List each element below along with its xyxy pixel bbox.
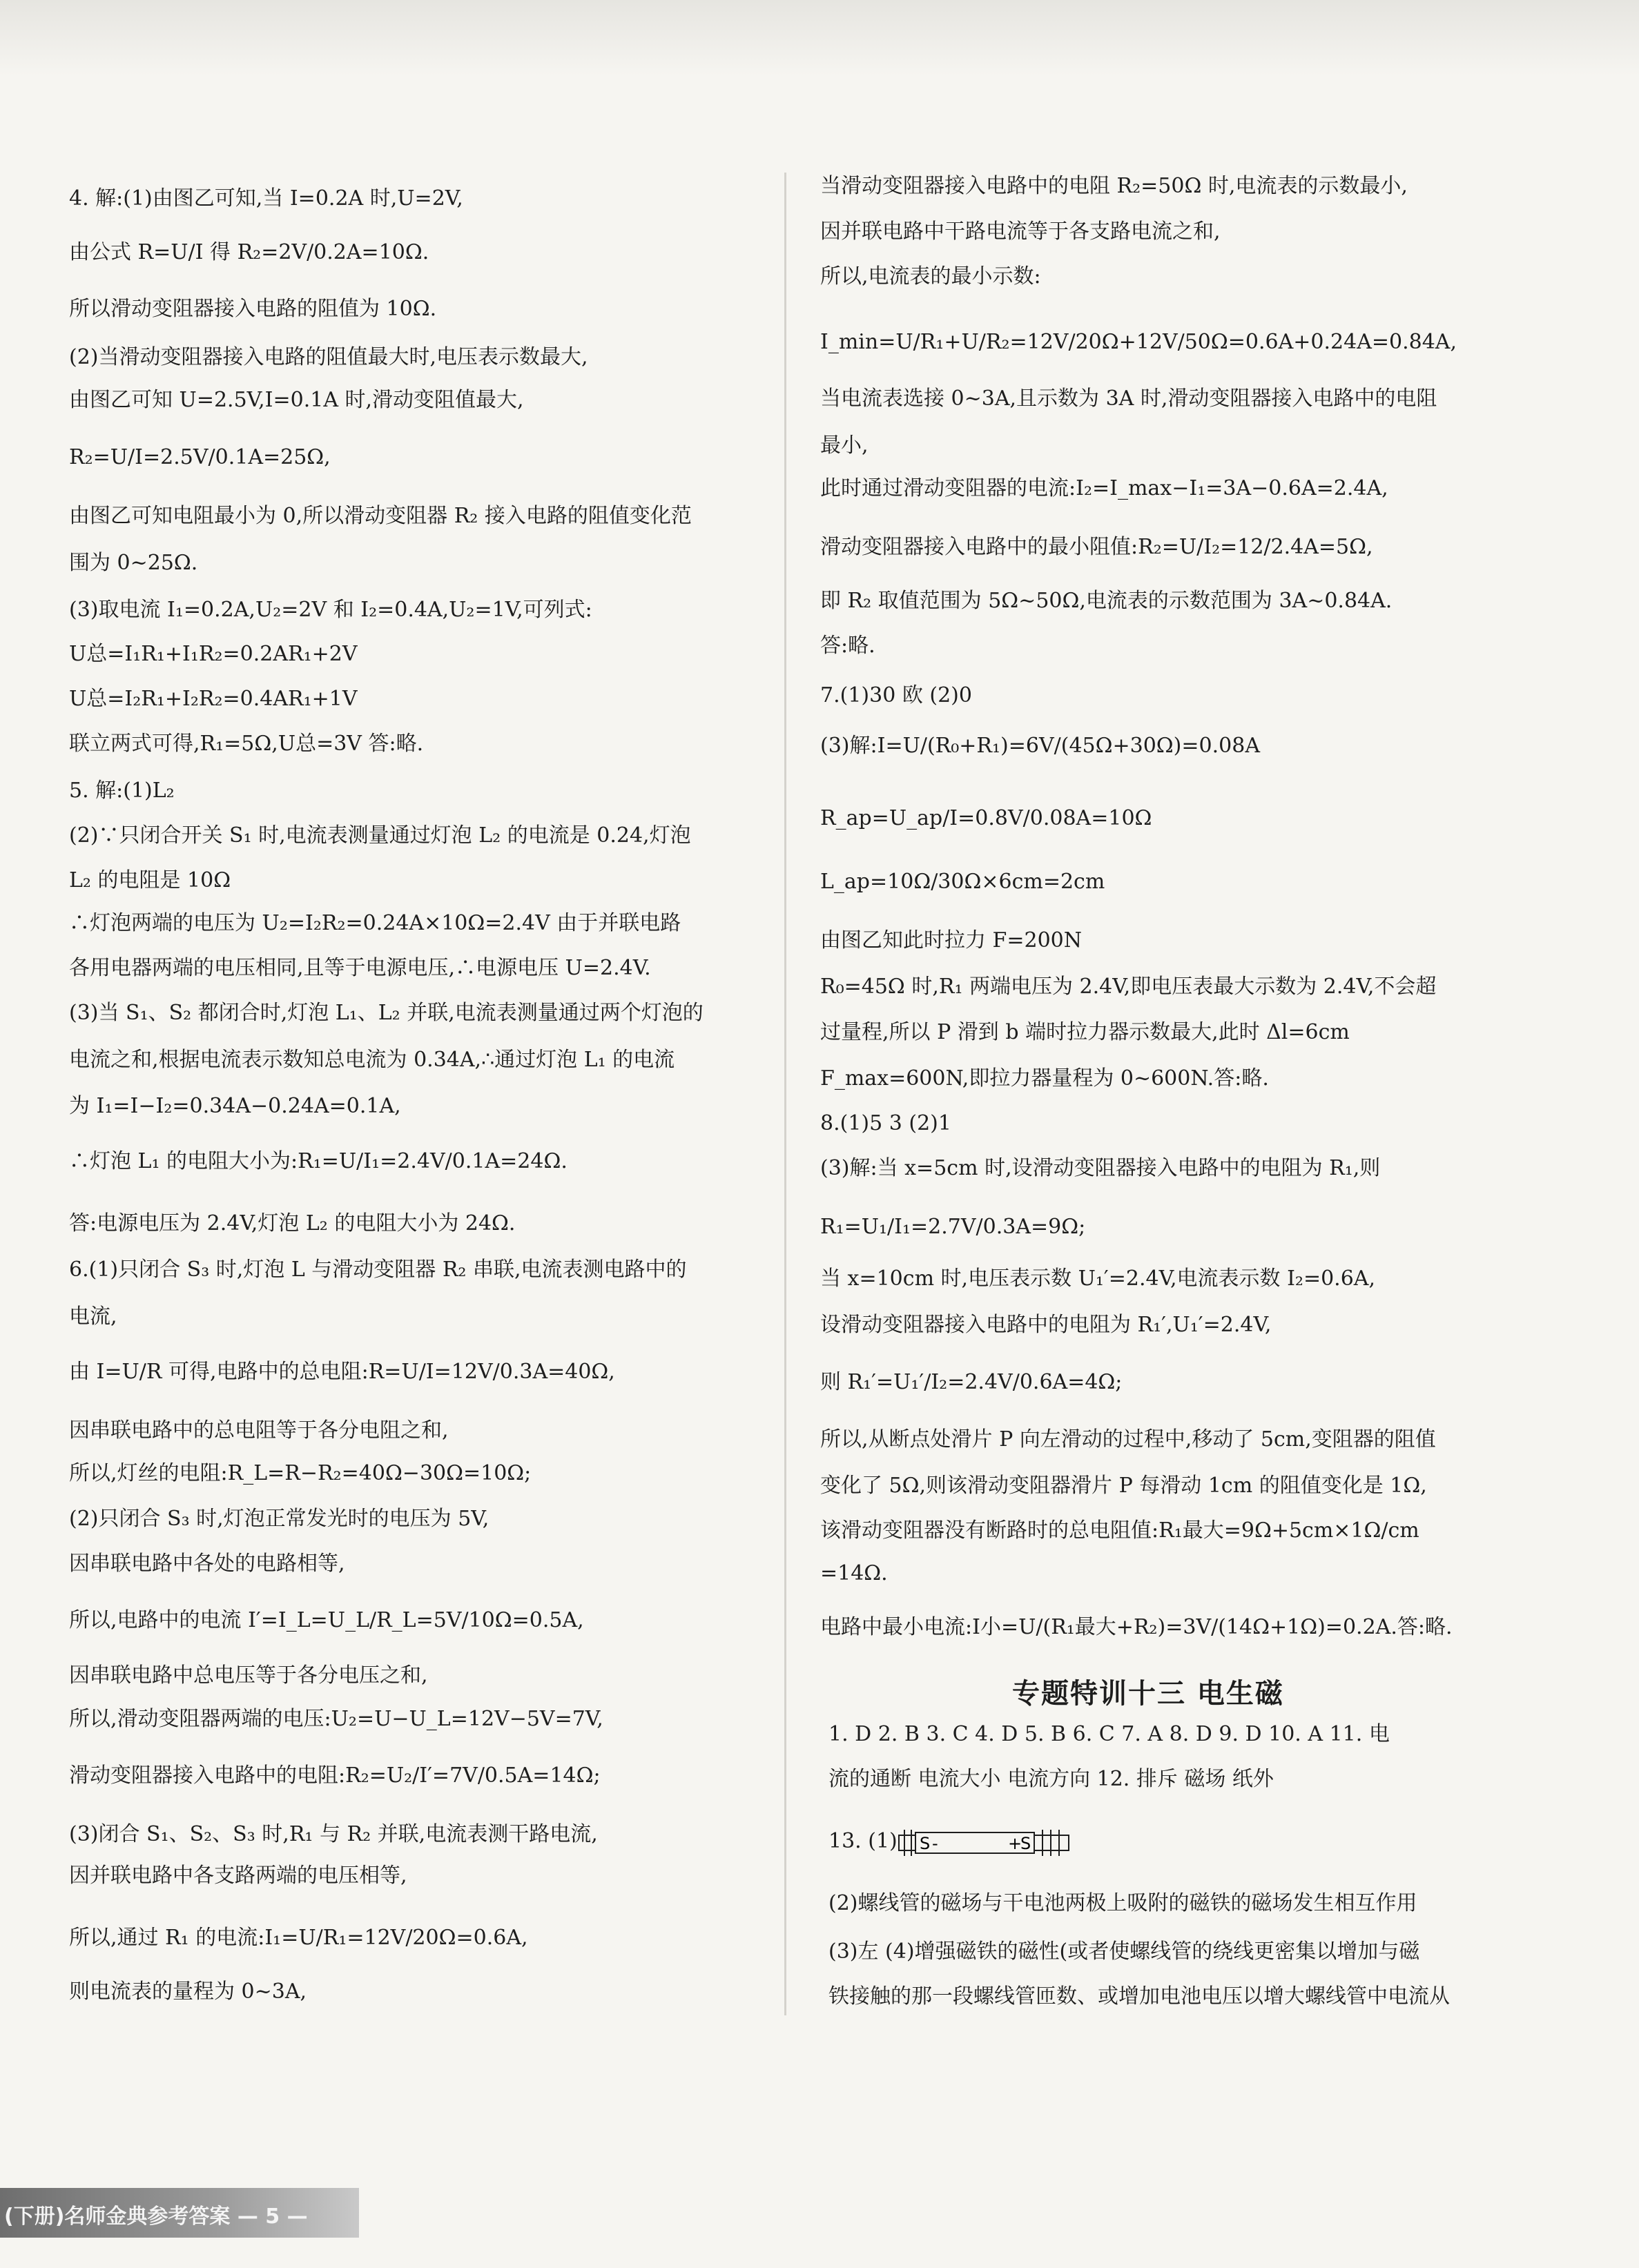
right-column-line: I_min=U/R₁+U/R₂=12V/20Ω+12V/50Ω=0.6A+0.24A=0.84A, bbox=[820, 330, 1457, 354]
left-column-line: (3)闭合 S₁、S₂、S₃ 时,R₁ 与 R₂ 并联,电流表测干路电流, bbox=[69, 1822, 598, 1846]
left-column-line: (2)当滑动变阻器接入电路的阻值最大时,电压表示数最大, bbox=[69, 345, 588, 369]
left-column-line: 为 I₁=I−I₂=0.34A−0.24A=0.1A, bbox=[69, 1094, 401, 1118]
solenoid-label-right: S bbox=[1020, 1834, 1031, 1853]
left-column-line: U总=I₂R₁+I₂R₂=0.4AR₁+1V bbox=[69, 687, 358, 711]
left-column-line: (2)只闭合 S₃ 时,灯泡正常发光时的电压为 5V, bbox=[69, 1507, 489, 1531]
left-column-line: ∴灯泡 L₁ 的电阻大小为:R₁=U/I₁=2.4V/0.1A=24Ω. bbox=[69, 1149, 568, 1173]
right-column-line: 则 R₁′=U₁′/I₂=2.4V/0.6A=4Ω; bbox=[820, 1370, 1123, 1394]
answers-after_title-line: (3)左 (4)增强磁铁的磁性(或者使螺线管的绕线更密集以增加与磁 bbox=[828, 1939, 1420, 1964]
column-divider bbox=[784, 173, 786, 2015]
left-column-line: 各用电器两端的电压相同,且等于电源电压,∴电源电压 U=2.4V. bbox=[69, 956, 651, 980]
right-column-line: 电路中最小电流:I小=U/(R₁最大+R₂)=3V/(14Ω+1Ω)=0.2A.答:略. bbox=[820, 1615, 1453, 1639]
right-column-line: 滑动变阻器接入电路中的最小阻值:R₂=U/I₂=12/2.4A=5Ω, bbox=[820, 535, 1373, 559]
left-column-line: U总=I₁R₁+I₁R₂=0.2AR₁+2V bbox=[69, 642, 358, 666]
right-column-line: 因并联电路中干路电流等于各支路电流之和, bbox=[820, 219, 1221, 244]
left-column-line: 5. 解:(1)L₂ bbox=[69, 779, 175, 803]
right-column-line: (3)解:当 x=5cm 时,设滑动变阻器接入电路中的电阻为 R₁,则 bbox=[820, 1156, 1381, 1180]
right-column-line: R₀=45Ω 时,R₁ 两端电压为 2.4V,即电压表最大示数为 2.4V,不会超 bbox=[820, 975, 1437, 999]
right-column-line: 此时通过滑动变阻器的电流:I₂=I_max−I₁=3A−0.6A=2.4A, bbox=[820, 476, 1388, 500]
left-column-line: 所以,通过 R₁ 的电流:I₁=U/R₁=12V/20Ω=0.6A, bbox=[69, 1926, 528, 1950]
left-column-line: 由图乙可知 U=2.5V,I=0.1A 时,滑动变阻值最大, bbox=[69, 388, 524, 412]
right-column-line: 当 x=10cm 时,电压表示数 U₁′=2.4V,电流表示数 I₂=0.6A, bbox=[820, 1267, 1376, 1291]
right-column-line: (3)解:I=U/(R₀+R₁)=6V/(45Ω+30Ω)=0.08A bbox=[820, 734, 1260, 758]
right-column-line: 由图乙知此时拉力 F=200N bbox=[820, 928, 1082, 952]
left-column-line: 由图乙可知电阻最小为 0,所以滑动变阻器 R₂ 接入电路的阻值变化范 bbox=[69, 504, 692, 528]
left-column-line: (2)∵只闭合开关 S₁ 时,电流表测量通过灯泡 L₂ 的电流是 0.24,灯泡 bbox=[69, 823, 691, 848]
right-column-line: 所以,电流表的最小示数: bbox=[820, 264, 1041, 289]
left-column-line: 因串联电路中各处的电路相等, bbox=[69, 1552, 345, 1576]
left-column-line: 所以,滑动变阻器两端的电压:U₂=U−U_L=12V−5V=7V, bbox=[69, 1707, 603, 1731]
left-column-line: 电流, bbox=[69, 1304, 117, 1329]
solenoid-label-minus: - bbox=[932, 1834, 938, 1853]
right-column-line: 当电流表选接 0~3A,且示数为 3A 时,滑动变阻器接入电路中的电阻 bbox=[820, 387, 1437, 411]
left-column-line: 因并联电路中各支路两端的电压相等, bbox=[69, 1864, 407, 1888]
left-column-line: 由 I=U/R 可得,电路中的总电阻:R=U/I=12V/0.3A=40Ω, bbox=[69, 1360, 615, 1384]
left-column-line: L₂ 的电阻是 10Ω bbox=[69, 868, 231, 892]
right-column-line: 7.(1)30 欧 (2)0 bbox=[820, 683, 972, 707]
right-column-line: =14Ω. bbox=[820, 1561, 888, 1585]
right-column-line: 设滑动变阻器接入电路中的电阻为 R₁′,U₁′=2.4V, bbox=[820, 1313, 1272, 1337]
answers-after_title-line: 流的通断 电流大小 电流方向 12. 排斥 磁场 纸外 bbox=[828, 1767, 1274, 1791]
left-column-line: 所以,灯丝的电阻:R_L=R−R₂=40Ω−30Ω=10Ω; bbox=[69, 1461, 532, 1485]
solenoid-label-plus: + bbox=[1008, 1834, 1022, 1853]
answers-after_title-line: (2)螺线管的磁场与干电池两极上吸附的磁铁的磁场发生相互作用 bbox=[828, 1891, 1417, 1915]
left-column-line: 联立两式可得,R₁=5Ω,U总=3V 答:略. bbox=[69, 732, 424, 756]
right-column-line: 即 R₂ 取值范围为 5Ω~50Ω,电流表的示数范围为 3A~0.84A. bbox=[820, 589, 1393, 613]
left-column-line: 所以滑动变阻器接入电路的阻值为 10Ω. bbox=[69, 297, 437, 321]
answers-after_title-line: 1. D 2. B 3. C 4. D 5. B 6. C 7. A 8. D 9. D 10. A 11. 电 bbox=[828, 1722, 1390, 1746]
right-column-line: 过量程,所以 P 滑到 b 端时拉力器示数最大,此时 Δl=6cm bbox=[820, 1020, 1350, 1044]
left-column-line: 围为 0~25Ω. bbox=[69, 551, 198, 575]
right-column-line: R₁=U₁/I₁=2.7V/0.3A=9Ω; bbox=[820, 1215, 1086, 1239]
section-title: 专题特训十三 电生磁 bbox=[1012, 1678, 1284, 1710]
right-column-line: L_ap=10Ω/30Ω×6cm=2cm bbox=[820, 870, 1105, 894]
left-column-line: 滑动变阻器接入电路中的电阻:R₂=U₂/I′=7V/0.5A=14Ω; bbox=[69, 1763, 601, 1788]
solenoid-diagram bbox=[898, 1826, 1070, 1859]
right-column-line: 变化了 5Ω,则该滑动变阻器滑片 P 每滑动 1cm 的阻值变化是 1Ω, bbox=[820, 1474, 1427, 1498]
right-column-line: 最小, bbox=[820, 433, 869, 458]
answers-after_title-line: 13. (1) bbox=[828, 1829, 898, 1853]
left-column-line: 因串联电路中总电压等于各分电压之和, bbox=[69, 1663, 428, 1688]
left-column-line: 由公式 R=U/I 得 R₂=2V/0.2A=10Ω. bbox=[69, 240, 429, 264]
left-column-line: (3)取电流 I₁=0.2A,U₂=2V 和 I₂=0.4A,U₂=1V,可列式: bbox=[69, 598, 592, 622]
left-column-line: 4. 解:(1)由图乙可知,当 I=0.2A 时,U=2V, bbox=[69, 186, 463, 211]
left-column-line: 因串联电路中的总电阻等于各分电阻之和, bbox=[69, 1418, 449, 1443]
solenoid-label-left: S bbox=[920, 1834, 931, 1853]
right-column-line: 8.(1)5 3 (2)1 bbox=[820, 1111, 951, 1135]
left-column-line: 答:电源电压为 2.4V,灯泡 L₂ 的电阻大小为 24Ω. bbox=[69, 1211, 516, 1235]
right-column-line: R_ap=U_ap/I=0.8V/0.08A=10Ω bbox=[820, 806, 1152, 830]
left-column-line: ∴灯泡两端的电压为 U₂=I₂R₂=0.24A×10Ω=2.4V 由于并联电路 bbox=[69, 911, 681, 935]
left-column-line: 则电流表的量程为 0~3A, bbox=[69, 1979, 307, 2004]
footer-text: (下册)名师金典参考答案 — 5 — bbox=[4, 2205, 308, 2229]
left-column-line: 6.(1)只闭合 S₃ 时,灯泡 L 与滑动变阻器 R₂ 串联,电流表测电路中的 bbox=[69, 1258, 687, 1282]
left-column-line: (3)当 S₁、S₂ 都闭合时,灯泡 L₁、L₂ 并联,电流表测量通过两个灯泡的 bbox=[69, 1001, 704, 1025]
left-column-line: 电流之和,根据电流表示数知总电流为 0.34A,∴通过灯泡 L₁ 的电流 bbox=[69, 1048, 675, 1072]
right-column-line: 所以,从断点处滑片 P 向左滑动的过程中,移动了 5cm,变阻器的阻值 bbox=[820, 1427, 1436, 1451]
left-column-line: 所以,电路中的电流 I′=I_L=U_L/R_L=5V/10Ω=0.5A, bbox=[69, 1608, 584, 1632]
right-column-line: 当滑动变阻器接入电路中的电阻 R₂=50Ω 时,电流表的示数最小, bbox=[820, 174, 1408, 198]
right-column-line: 答:略. bbox=[820, 634, 875, 658]
right-column-line: F_max=600N,即拉力器量程为 0~600N.答:略. bbox=[820, 1066, 1269, 1091]
left-column-line: R₂=U/I=2.5V/0.1A=25Ω, bbox=[69, 445, 331, 469]
page-top-shadow bbox=[0, 0, 1639, 76]
right-column-line: 该滑动变阻器没有断路时的总电阻值:R₁最大=9Ω+5cm×1Ω/cm bbox=[820, 1518, 1419, 1543]
answers-after_title-line: 铁接触的那一段螺线管匝数、或增加电池电压以增大螺线管中电流从 bbox=[828, 1984, 1450, 2008]
